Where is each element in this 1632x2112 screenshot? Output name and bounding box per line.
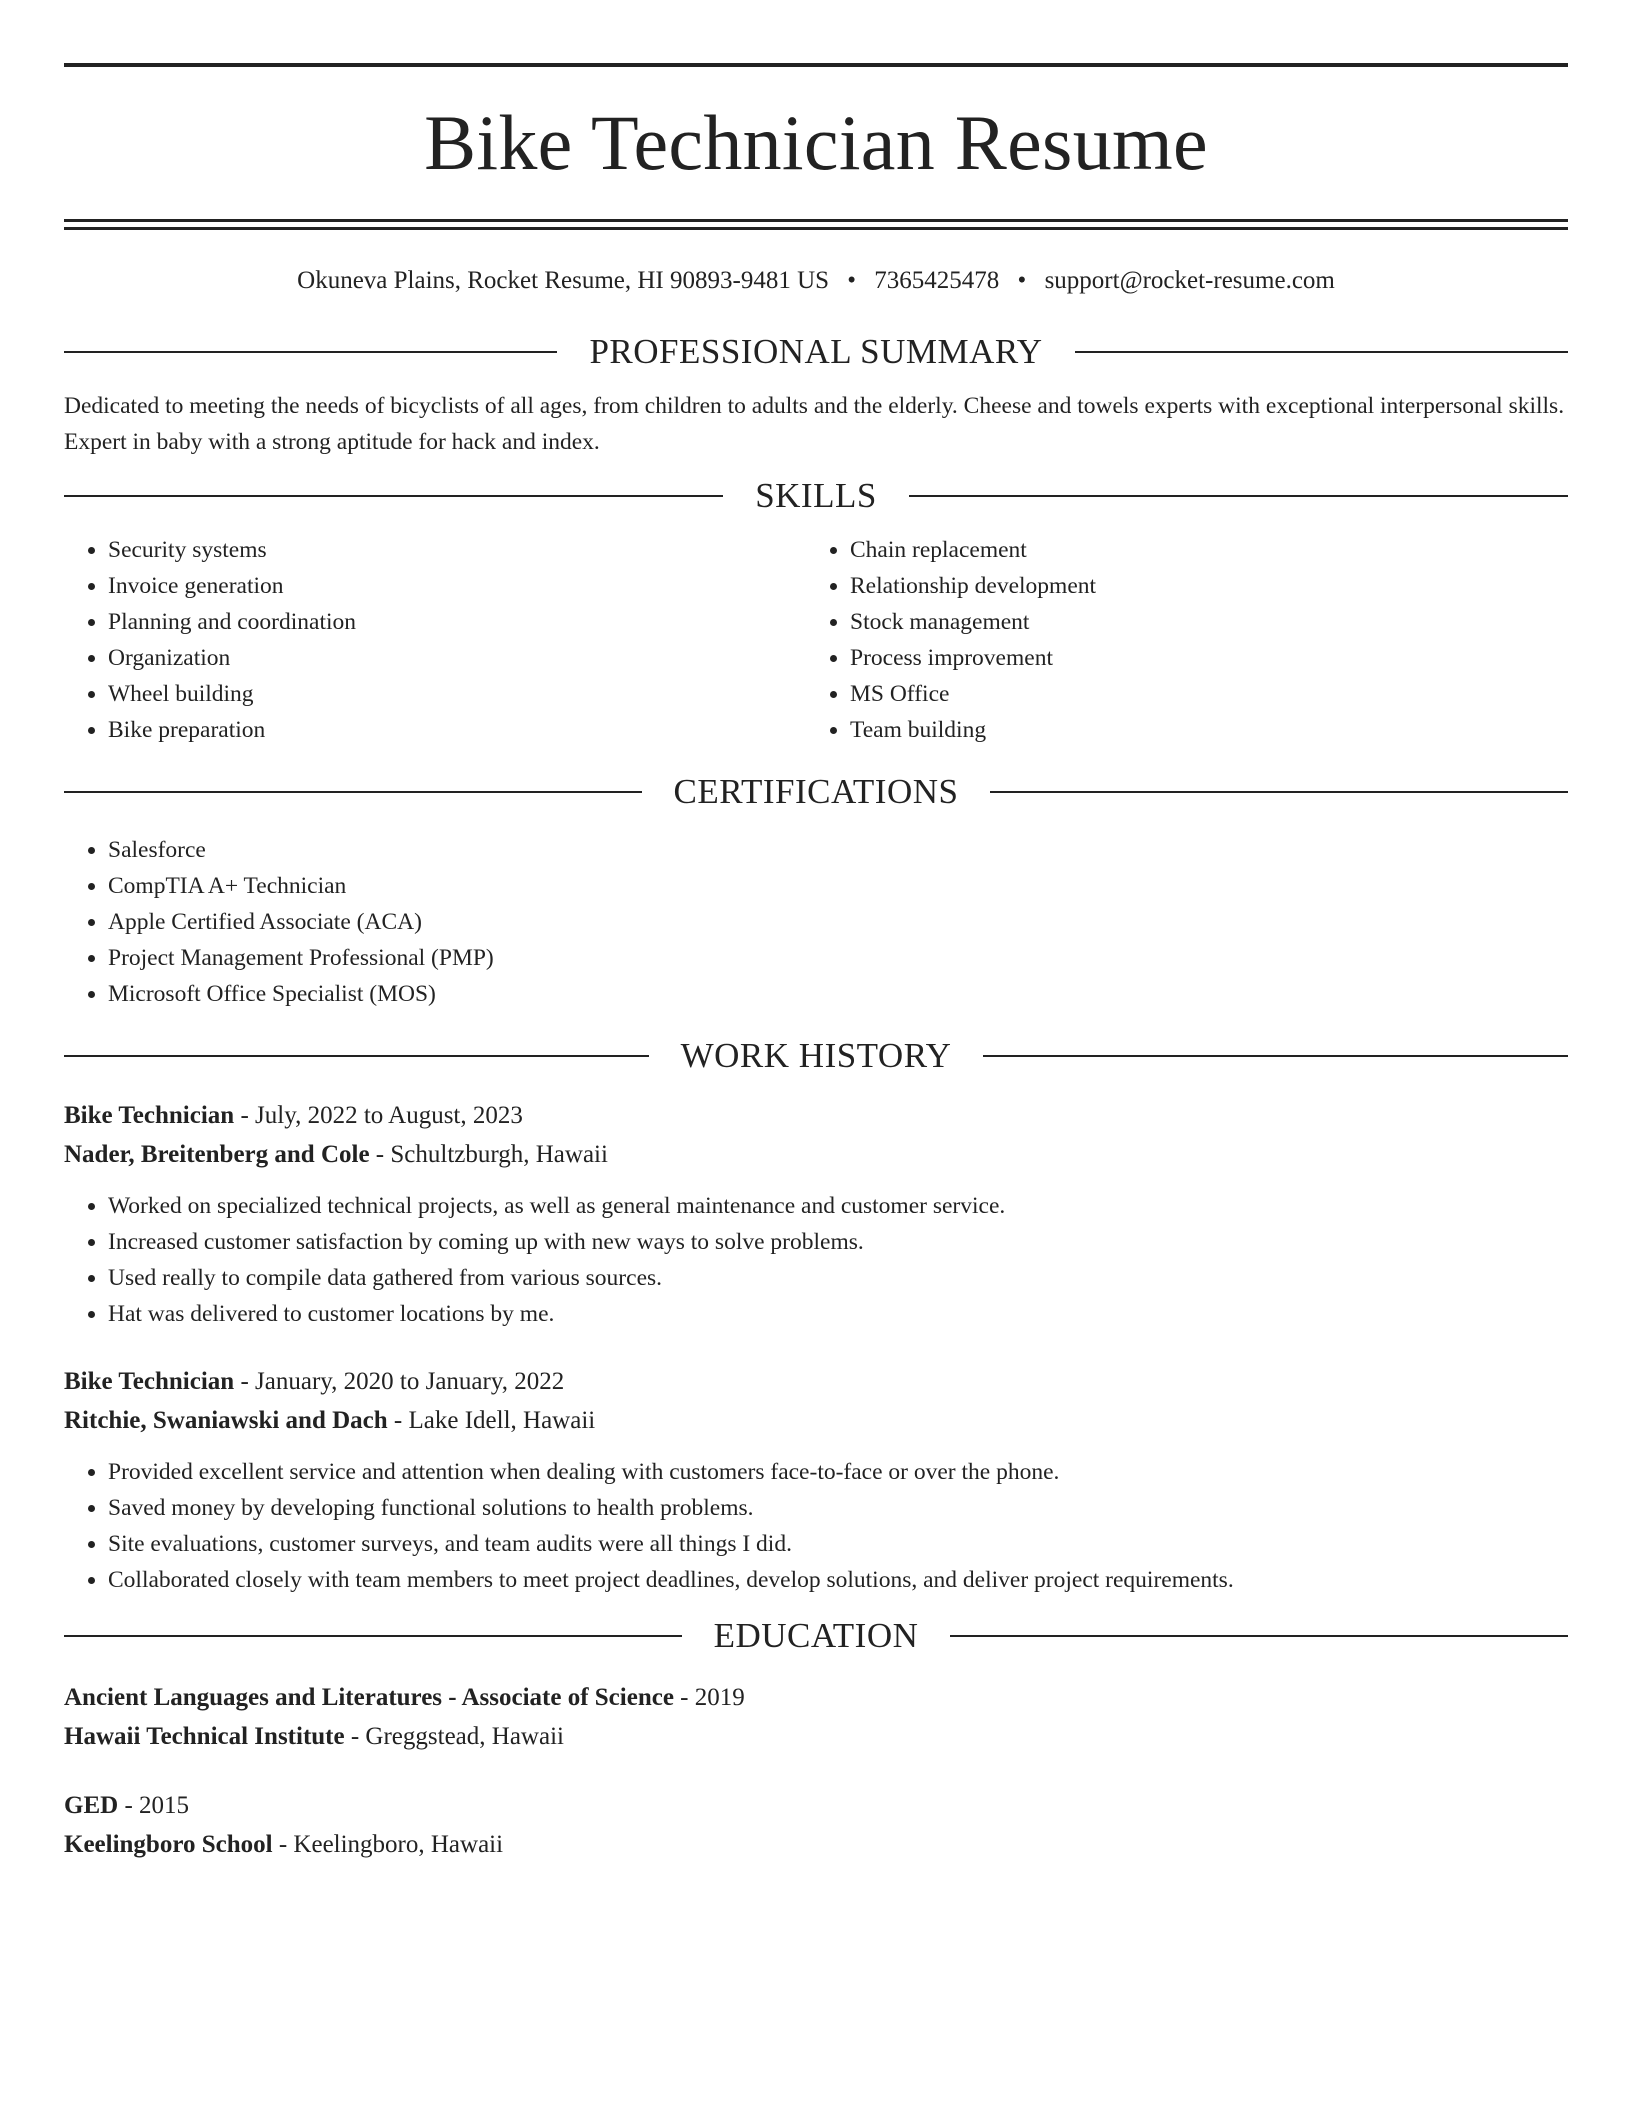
list-item: • Bike preparation: [108, 712, 806, 748]
divider: [909, 495, 1568, 497]
top-rule: [64, 63, 1568, 67]
section-heading-skills: [64, 474, 1568, 518]
list-item: • MS Office: [850, 676, 1548, 712]
education-entry: [64, 1786, 1568, 1864]
section-title: WORK HISTORY: [680, 1036, 952, 1075]
list-item: • Process improvement: [850, 640, 1548, 676]
list-item: • CompTIA A+ Technician: [108, 868, 1568, 904]
contact-email: support@rocket-resume.com: [1044, 267, 1335, 294]
resume-title: Bike Technician Resume: [424, 99, 1208, 186]
job-title-line: [64, 1096, 1568, 1135]
contact-phone: 7365425478: [874, 267, 1000, 294]
job-company: Nader, Breitenberg and Cole: [64, 1141, 370, 1168]
list-item: • Project Management Professional (PMP): [108, 940, 1568, 976]
list-item: • Stock management: [850, 604, 1548, 640]
contact-separator: •: [847, 267, 857, 294]
contact-line: [64, 264, 1568, 298]
divider: [64, 495, 723, 497]
section-heading-summary: [64, 330, 1568, 374]
section-heading-work-history: [64, 1034, 1568, 1078]
divider: [983, 1055, 1568, 1057]
divider: [990, 791, 1568, 793]
job-entry: [64, 1362, 1568, 1598]
skills-list-left: [64, 532, 806, 748]
section-heading-education: [64, 1614, 1568, 1658]
divider: [64, 351, 557, 353]
skills-columns: [64, 532, 1568, 748]
education-degree-line: [64, 1786, 1568, 1825]
education-location: - Keelingboro, Hawaii: [272, 1831, 504, 1858]
job-location: - Schultzburgh, Hawaii: [369, 1141, 608, 1168]
list-item: • Wheel building: [108, 676, 806, 712]
skills-list-right: [806, 532, 1548, 748]
list-item: • Provided excellent service and attention when dealing with customers face-to-face or over the phone.: [108, 1454, 1568, 1490]
list-item: • Organization: [108, 640, 806, 676]
section-title: SKILLS: [755, 476, 877, 515]
education-degree: Ancient Languages and Literatures - Associate of Science: [64, 1684, 674, 1711]
resume-page: [64, 0, 1568, 1864]
education-school-line: [64, 1825, 1568, 1864]
divider: [64, 1635, 682, 1637]
job-bullets: [64, 1188, 1568, 1332]
education-year: - 2015: [118, 1792, 190, 1819]
education-degree-line: [64, 1678, 1568, 1717]
list-item: • Hat was delivered to customer locations by me.: [108, 1296, 1568, 1332]
certifications-list: [64, 832, 1568, 1012]
education-year: - 2019: [673, 1684, 745, 1711]
summary-text: Dedicated to meeting the needs of bicyclists of all ages, from children to adults and the elderly. Cheese and towels experts with exceptional interpersonal skills. Expert in baby with a strong aptitude for hack and index.: [64, 393, 1565, 455]
section-heading-certifications: [64, 770, 1568, 814]
section-title: CERTIFICATIONS: [673, 772, 959, 811]
list-item: • Invoice generation: [108, 568, 806, 604]
divider: [64, 1055, 649, 1057]
job-title-line: [64, 1362, 1568, 1401]
contact-address: Okuneva Plains, Rocket Resume, HI 90893-9481 US: [297, 267, 830, 294]
list-item: • Increased customer satisfaction by coming up with new ways to solve problems.: [108, 1224, 1568, 1260]
divider: [64, 791, 642, 793]
section-title: PROFESSIONAL SUMMARY: [589, 332, 1043, 371]
title-double-rule: [64, 219, 1568, 230]
job-company: Ritchie, Swaniawski and Dach: [64, 1407, 388, 1434]
job-dates: - July, 2022 to August, 2023: [234, 1102, 523, 1129]
job-entry: [64, 1096, 1568, 1332]
job-location: - Lake Idell, Hawaii: [387, 1407, 596, 1434]
education-location: - Greggstead, Hawaii: [344, 1723, 564, 1750]
job-bullets: [64, 1454, 1568, 1598]
list-item: • Security systems: [108, 532, 806, 568]
list-item: • Team building: [850, 712, 1548, 748]
contact-separator: •: [1017, 267, 1027, 294]
list-item: • Saved money by developing functional solutions to health problems.: [108, 1490, 1568, 1526]
list-item: • Microsoft Office Specialist (MOS): [108, 976, 1568, 1012]
list-item: • Chain replacement: [850, 532, 1548, 568]
job-title: Bike Technician: [64, 1102, 235, 1129]
divider: [950, 1635, 1568, 1637]
list-item: • Used really to compile data gathered from various sources.: [108, 1260, 1568, 1296]
list-item: • Collaborated closely with team members to meet project deadlines, develop solutions, and deliver project requirements.: [108, 1562, 1568, 1598]
education-degree: GED: [64, 1792, 119, 1819]
list-item: • Apple Certified Associate (ACA): [108, 904, 1568, 940]
job-company-line: [64, 1401, 1568, 1440]
section-title: EDUCATION: [713, 1616, 919, 1655]
skills-column-right: [806, 532, 1548, 748]
education-entry: [64, 1678, 1568, 1756]
divider: [1075, 351, 1568, 353]
list-item: • Relationship development: [850, 568, 1548, 604]
list-item: • Planning and coordination: [108, 604, 806, 640]
job-title: Bike Technician: [64, 1368, 235, 1395]
education-school: Keelingboro School: [64, 1831, 273, 1858]
list-item: • Salesforce: [108, 832, 1568, 868]
skills-column-left: [64, 532, 806, 748]
education-school-line: [64, 1717, 1568, 1756]
job-dates: - January, 2020 to January, 2022: [234, 1368, 565, 1395]
job-company-line: [64, 1135, 1568, 1174]
list-item: • Worked on specialized technical projects, as well as general maintenance and customer service.: [108, 1188, 1568, 1224]
list-item: • Site evaluations, customer surveys, and team audits were all things I did.: [108, 1526, 1568, 1562]
education-school: Hawaii Technical Institute: [64, 1723, 345, 1750]
